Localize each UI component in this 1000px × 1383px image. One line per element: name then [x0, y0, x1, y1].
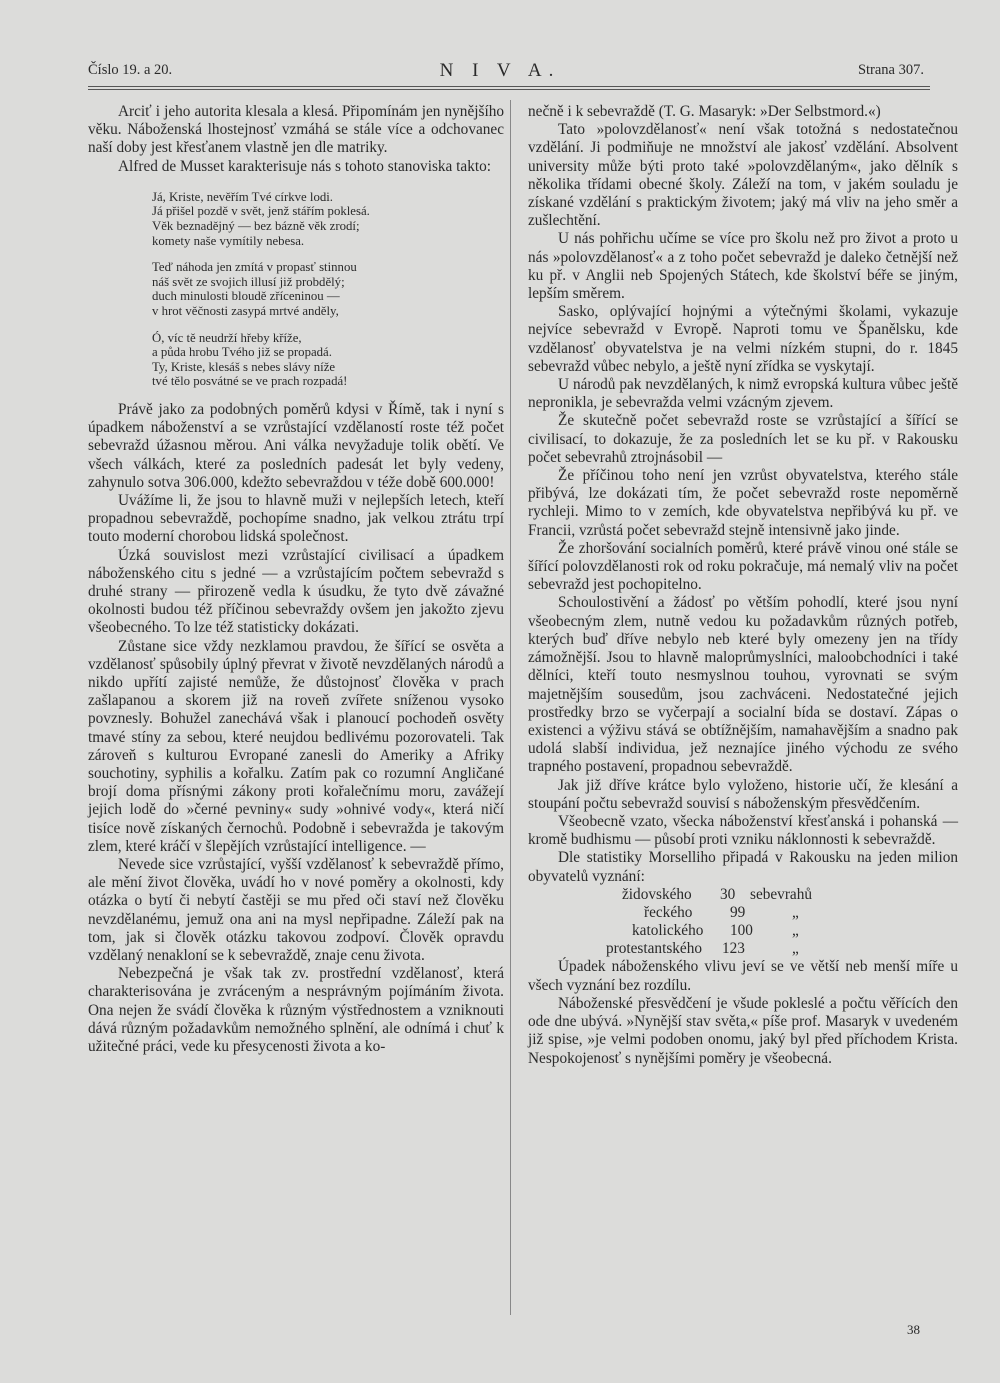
paragraph: Schoulostivění a žádosť po větším pohodlí, které jsou nyní všeobecným zlem, nutně vedou ku požadavkům různých potřeb, kterých buď dříve nebylo neb které byly omezeny jen na třídy zámožnější. Jsou to hlavně maloprůmyslníci, maloobchodníci i také dělníci, kteří touto nesmyslnou touhou, vyrovnati se svým majetnějším sousedům, jsou zachváceni. Nedostatečné jejich prostředky brzo se vyčerpají a socialní bída se dostaví. Zápas o existenci a výživu stává se obtížnějším, namahavějším a snadno pak udolá slabší individua, jež neznajíce jiného východu ze svého trapného postavení, propadnou sebevraždě.	[528, 594, 958, 776]
suicide-count: 100	[730, 922, 753, 940]
paragraph: Alfred de Musset karakterisuje nás s tohoto stanoviska takto:	[118, 157, 491, 175]
poem-line: Ó, víc tě neudrží hřeby kříže,	[152, 330, 302, 345]
poem-line: Já, Kriste, nevěřím Tvé církve lodi.	[152, 189, 333, 204]
poem-stanza	[152, 260, 504, 318]
paragraph: Sasko, oplývající hojnými a výtečnými školami, vykazuje nejvíce sebevražd v Evropě. Naproti tomu ve Španělsku, kde vzdělanosť obyvatelstva je na velmi nízkém stupni, do r. 1845 sebevražd vůbec nebylo, a ještě nyní zřídka se vyskytají.	[528, 303, 958, 375]
poem-line: a půda hrobu Tvého již se propadá.	[152, 345, 332, 360]
paragraph: Dle statistiky Morselliho připadá v Rakousku na jeden milion obyvatelů vyznání:	[528, 849, 958, 885]
poem-line: komety naše vymítily nebesa.	[152, 233, 305, 248]
statistics-row	[528, 904, 958, 922]
statistics-table	[528, 886, 958, 959]
poem	[152, 190, 504, 389]
statistics-row	[528, 886, 958, 904]
paragraph: nečně i k sebevraždě (T. G. Masaryk: »Der Selbstmord.«)	[528, 103, 881, 120]
paragraph: U nás pohřichu učíme se více pro školu než pro život a proto u nás »polovzdělanosť« a z toho počet sebevražd je daleko četnější než ku př. v Anglii neb Spojených Státech, kde školství béře se jiným, lepším směrem.	[528, 230, 958, 303]
denomination: řeckého	[644, 903, 693, 921]
poem-stanza	[152, 190, 504, 248]
paragraph: Uvážíme li, že jsou to hlavně muži v nejlepších letech, kteří propadnou sebevraždě, pochopíme snadno, jak velkou ztrátu trpí touto moderní chorobou lidská společnost.	[88, 491, 504, 546]
statistics-row	[528, 940, 958, 958]
paragraph: Nebezpečná je však tak zv. prostřední vzdělanosť, která charakterisována je zvráceným a nesprávným pojímáním života. Ona nejen že svádí člověka k různým výstřednostem a vzniknouti dává různým požadavkům nemožného splnění, ale odnímá i chuť k užitečné práci, vede ku přesycenosti života a ko-	[88, 965, 504, 1056]
paragraph: Že zhoršování socialních poměrů, které právě vinou oné stále se šířící polovzdělanosti rok od roku pokračuje, má nemalý vliv na počet sebevražd jest pochopitelno.	[528, 539, 958, 594]
poem-line: Ty, Kriste, klesáš s nebes slávy níže	[152, 359, 336, 374]
page-label: Strana 307.	[857, 62, 924, 78]
poem-line: Teď náhoda jen zmítá v propasť stinnou	[152, 260, 357, 275]
poem-line: v hrot věčnosti zasypá mrtvé anděly,	[152, 303, 339, 318]
paragraph: Právě jako za podobných poměrů kdysi v Římě, tak i nyní s úpadkem náboženství a se vzrůstající vzdělaností roste též počet sebevražd úžasnou měrou. Ani válka nevyžaduje tolik obětí. Ve všech válkách, které za posledních padesát let byly vedeny, zahynulo sotva 306.000, kdežto sebevraždou v téže době 600.000!	[88, 400, 504, 491]
paragraph: Všeobecně vzato, všecka náboženství křesťanská i pohanská — kromě budhismu — působí proti vzniku náklonnosti k sebevraždě.	[528, 812, 958, 849]
header-rule-thick	[88, 89, 930, 90]
count-unit: „	[792, 940, 799, 958]
paragraph: Úpadek náboženského vlivu jeví se ve větší neb menší míře u všech vyznání bez rozdílu.	[528, 958, 958, 994]
poem-line: Já přišel pozdě v svět, jenž stářím poklesá.	[152, 204, 370, 219]
paragraph: Zůstane sice vždy nezklamou pravdou, že šířící se osvěta a vzdělanosť spůsobily úplný převrat v životě nevzdělaných národů a nikdo upřítí zajisté nemůže, že důstojnosť člověka v prach zašlapanou a skorem již na roveň zvířete sníženou vysoko povznesly. Bohužel zanechává však i planoucí pochodeň osvěty tmavé stíny za sebou, které neujdou bedlivému pozorovateli. Tak zároveň s kulturou Evropané zanesli do Ameriky a Afriky souchotiny, syphilis a kořalku. Zatím pak co rozumní Angličané brojí doma přísnými zákony proti kořalečnímu moru, zavážejí jejich lodě do »černé pevniny« sudy »ohnivé vody«, která ničí tisíce nově získaných černochů. Podobně i sebevražda je takovým zlem, které kráčí v šlepějích vzrůstající intelligence. —	[88, 637, 504, 855]
paragraph: Úzká souvislost mezi vzrůstající civilisací a úpadkem náboženského citu s jedné — a vzrůstajícím počtem sebevražd s druhé strany — přirozeně vedla k úsudku, že tyto dvě závažné okolnosti budou též příčinou sebevraždy ovšem jen jakožto zjevu všeobecného. To lze též statisticky dokázati.	[88, 546, 504, 637]
poem-line: náš svět ze svojich illusí již probdělý;	[152, 274, 345, 289]
statistics-row	[528, 922, 958, 940]
right-column	[528, 103, 958, 1068]
poem-line: duch minulosti bloudě zříceninou —	[152, 289, 340, 304]
paragraph: Náboženské přesvědčení je všude pokleslé a počtu věřících den ode dne ubývá. »Nynější stav světa,« píše prof. Masaryk v uvedeném již spise, »je velmi podoben onomu, jaký byl před příchodem Krista. Nespokojenosť s nynějšími poměry je všeobecná.	[528, 994, 958, 1067]
count-unit: „	[792, 922, 799, 940]
issue-number: Číslo 19. a 20.	[88, 62, 173, 78]
page-number: 38	[907, 1322, 920, 1337]
poem-line: tvé tělo posvátné se ve prach rozpadá!	[152, 374, 348, 389]
column-divider	[510, 100, 511, 1315]
poem-line: Věk beznadějný — bez bázně věk zrodí;	[152, 219, 360, 233]
paragraph: Nevede sice vzrůstající, vyšší vzdělanosť k sebevraždě přímo, ale mění život člověka, uvádí ho v nové poměry a okolnosti, kdy otázka o bytí či nebytí častěji se mu před oči staví než člověku nevzdělanému, jemuž ona ani na mysl nepřipadne. Záleží pak na tom, jak si člověk otázku takovou zodpoví. Člověk opravdu vzdělaný nenakloní se k sebevraždě, znaje cenu života.	[88, 856, 504, 965]
left-column	[88, 103, 504, 1056]
denomination: katolického	[632, 922, 704, 940]
count-unit: „	[792, 903, 799, 921]
paragraph: Jak již dříve krátce bylo vyloženo, historie učí, že klesání a stoupání počtu sebevražd souvisí s náboženským přesvědčením.	[528, 776, 958, 812]
magazine-title: N I V A.	[439, 60, 561, 81]
suicide-count: 123	[722, 940, 745, 958]
paragraph: Arciť i jeho autorita klesala a klesá. Připomínám jen nynějšího věku. Náboženská lhostejnosť vzmáhá se stále více a odchovanec naší doby jest křesťanem vlastně jen dle matriky.	[88, 103, 504, 157]
poem-stanza	[152, 331, 504, 389]
denomination: židovského	[622, 885, 692, 903]
count-unit: sebevrahů	[750, 885, 813, 903]
paragraph: Že skutečně počet sebevražd roste se vzrůstající a šířící se civilisací, to dokazuje, že za posledních let se ku př. v Rakousku počet sebevrahů ztrojnásobil —	[528, 412, 958, 466]
paragraph: Tato »polovzdělanosť« není však totožná s nedostatečnou vzdělání. Ji podmiňuje ne množství ale jakosť vzdělání. Absolvent university může býti proto také »polovzdělaným«, jako dělník s několika třídami obecné školy. Záleží na tom, v jakém souladu je získané vzdělání s praktickým životem; jaký má vliv na jeho směr a zušlechtění.	[528, 121, 958, 230]
suicide-count: 30	[720, 885, 736, 903]
paragraph: U národů pak nevzdělaných, k nimž evropská kultura vůbec ještě nepronikla, je sebevražda velmi vzácným zjevem.	[528, 376, 958, 412]
paragraph: Že příčinou toho není jen vzrůst obyvatelstva, kterého stále přibývá, lze dokázati tím, že počet sebevražd roste nepoměrně rychleji. Mimo to v zemích, kde obyvatelstva nepřibývá ku př. ve Francii, vzrůstá počet sebevražd stejně intensivně jako jinde.	[528, 467, 958, 539]
denomination: protestantského	[606, 940, 703, 958]
suicide-count: 99	[730, 903, 746, 921]
header-rule	[88, 86, 930, 87]
